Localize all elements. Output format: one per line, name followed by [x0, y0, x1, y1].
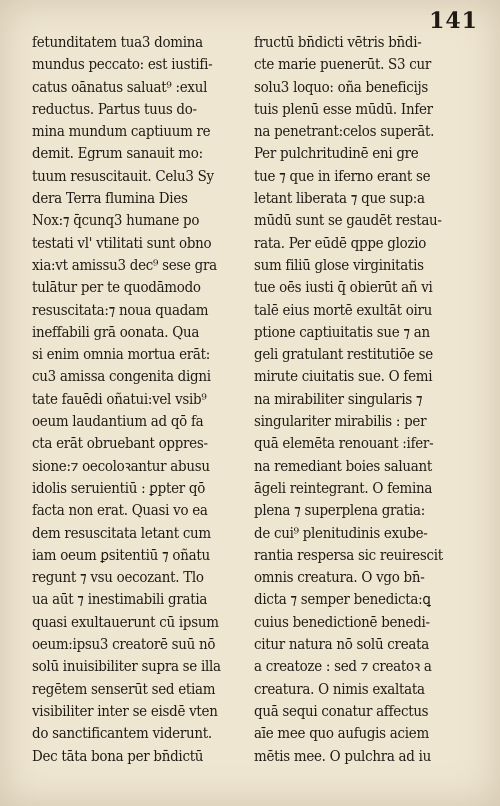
text-line: na mirabiliter singularis ⁊ [254, 390, 423, 408]
text-line: cuius benedictionē benedi- [254, 613, 430, 631]
text-line: mundus peccato: est iustifi- [32, 56, 213, 74]
text-line: creatura. O nimis exaltata [254, 680, 425, 698]
text-line: Dec tāta bona per bn̄dictū [32, 747, 204, 765]
text-line: sione:⁊ oecoloꝛantur abusu [32, 457, 210, 475]
text-line: āgeli reintegrant. O femina [254, 479, 433, 497]
text-line: idolis seruientiū : ꝑpter qō [32, 479, 206, 497]
text-line: mūdū sunt se gaudēt restau- [254, 212, 442, 230]
text-line: si enim omnia mortua erāt: [32, 346, 211, 364]
text-line: na penetrant:celos superāt. [254, 123, 435, 141]
text-line: aīe mee quo aufugis aciem [254, 725, 429, 743]
text-line: rantia respersa sic reuirescit [254, 546, 443, 564]
text-line: quā elemēta renouant :ifer- [254, 435, 434, 453]
text-line: quasi exultauerunt cū ipsum [32, 613, 219, 631]
text-line: resuscitata:⁊ noua quadam [32, 301, 209, 319]
text-line: mētis mee. O pulchra ad iu [254, 747, 431, 765]
text-line: regētem senserūt sed etiam [32, 680, 216, 698]
text-line: ineffabili grā oonata. Qua [32, 323, 200, 341]
text-line: mina mundum captiuum re [32, 123, 211, 141]
text-line: dicta ⁊ semper benedicta:ꝗ [254, 591, 431, 609]
text-line: tate fauēdi oñatui:vel vsib⁹ [32, 390, 207, 408]
text-line: iam oeum ꝑsitentiū ⁊ oñatu [32, 546, 210, 564]
text-line: testati vl' vtilitati sunt obno [32, 234, 212, 252]
text-line: mirute ciuitatis sue. O femi [254, 368, 433, 386]
text-line: tulātur per te quodāmodo [32, 279, 201, 297]
text-line: dera Terra flumina Dies [32, 190, 188, 208]
text-line: plena ⁊ superplena gratia: [254, 502, 426, 520]
text-line: tuum resuscitauit. Celu3 Sy [32, 167, 214, 185]
text-line: cu3 amissa congenita digni [32, 368, 211, 386]
text-line: Per pulchritudinē eni gre [254, 145, 419, 163]
text-line: cta erāt obruebant oppres- [32, 435, 208, 453]
text-line: xia:vt amissu3 dec⁹ sese gra [32, 256, 217, 274]
text-line: regunt ⁊ vsu oecozant. Tlo [32, 569, 204, 587]
text-line: Nox:⁊ q̄cunq3 humane po [32, 212, 200, 230]
text-line: oeum:ipsu3 creatorē suū nō [32, 636, 216, 654]
text-line: de cui⁹ plenitudinis exube- [254, 524, 428, 542]
right-text-column [254, 32, 466, 768]
text-line: a creatoze : sed ⁊ creatoꝛ a [254, 658, 432, 676]
text-line: tue oēs iusti q̄ obierūt añ vi [254, 279, 433, 297]
text-line: dem resuscitata letant cum [32, 524, 211, 542]
text-line: facta non erat. Quasi vo ea [32, 502, 208, 520]
text-line: visibiliter inter se eisdē vten [32, 702, 218, 720]
text-line: singulariter mirabilis : per [254, 413, 427, 431]
text-line: fetunditatem tua3 domina [32, 34, 203, 51]
text-line: ua aūt ⁊ inestimabili gratia [32, 591, 208, 609]
text-line: cte marie puenerūt. S3 cur [254, 56, 431, 74]
text-line: oeum laudantium ad qō fa [32, 413, 204, 431]
text-line: tuis plenū esse mūdū. Infer [254, 100, 433, 118]
text-line: reductus. Partus tuus do- [32, 100, 197, 118]
text-line: do sanctificantem viderunt. [32, 725, 212, 743]
text-line: na remediant boies saluant [254, 457, 432, 475]
text-line: talē eius mortē exultāt oiru [254, 301, 433, 319]
text-line: solū inuisibiliter supra se illa [32, 658, 221, 676]
text-line: citur natura nō solū creata [254, 636, 429, 654]
text-line: rata. Per eūdē qppe glozio [254, 234, 427, 252]
text-line: fructū bn̄dicti vētris bn̄di- [254, 34, 422, 51]
text-line: omnis creatura. O vgo bn̄- [254, 569, 425, 587]
left-text-column [32, 32, 244, 768]
text-line: sum filiū glose virginitatis [254, 256, 424, 274]
text-line: geli gratulant restitutiōe se [254, 346, 433, 364]
text-line: catus oānatus saluat⁹ :exul [32, 78, 208, 96]
page-number: 141 [429, 8, 478, 34]
text-line: demit. Egrum sanauit mo: [32, 145, 203, 163]
text-line: ptione captiuitatis sue ⁊ an [254, 323, 430, 341]
text-line: quā sequi conatur affectus [254, 702, 429, 720]
text-line: tue ⁊ que in iferno erant se [254, 167, 431, 185]
text-line: letant liberata ⁊ que sup:a [254, 190, 425, 208]
text-line: solu3 loquo: oña beneficijs [254, 78, 429, 96]
